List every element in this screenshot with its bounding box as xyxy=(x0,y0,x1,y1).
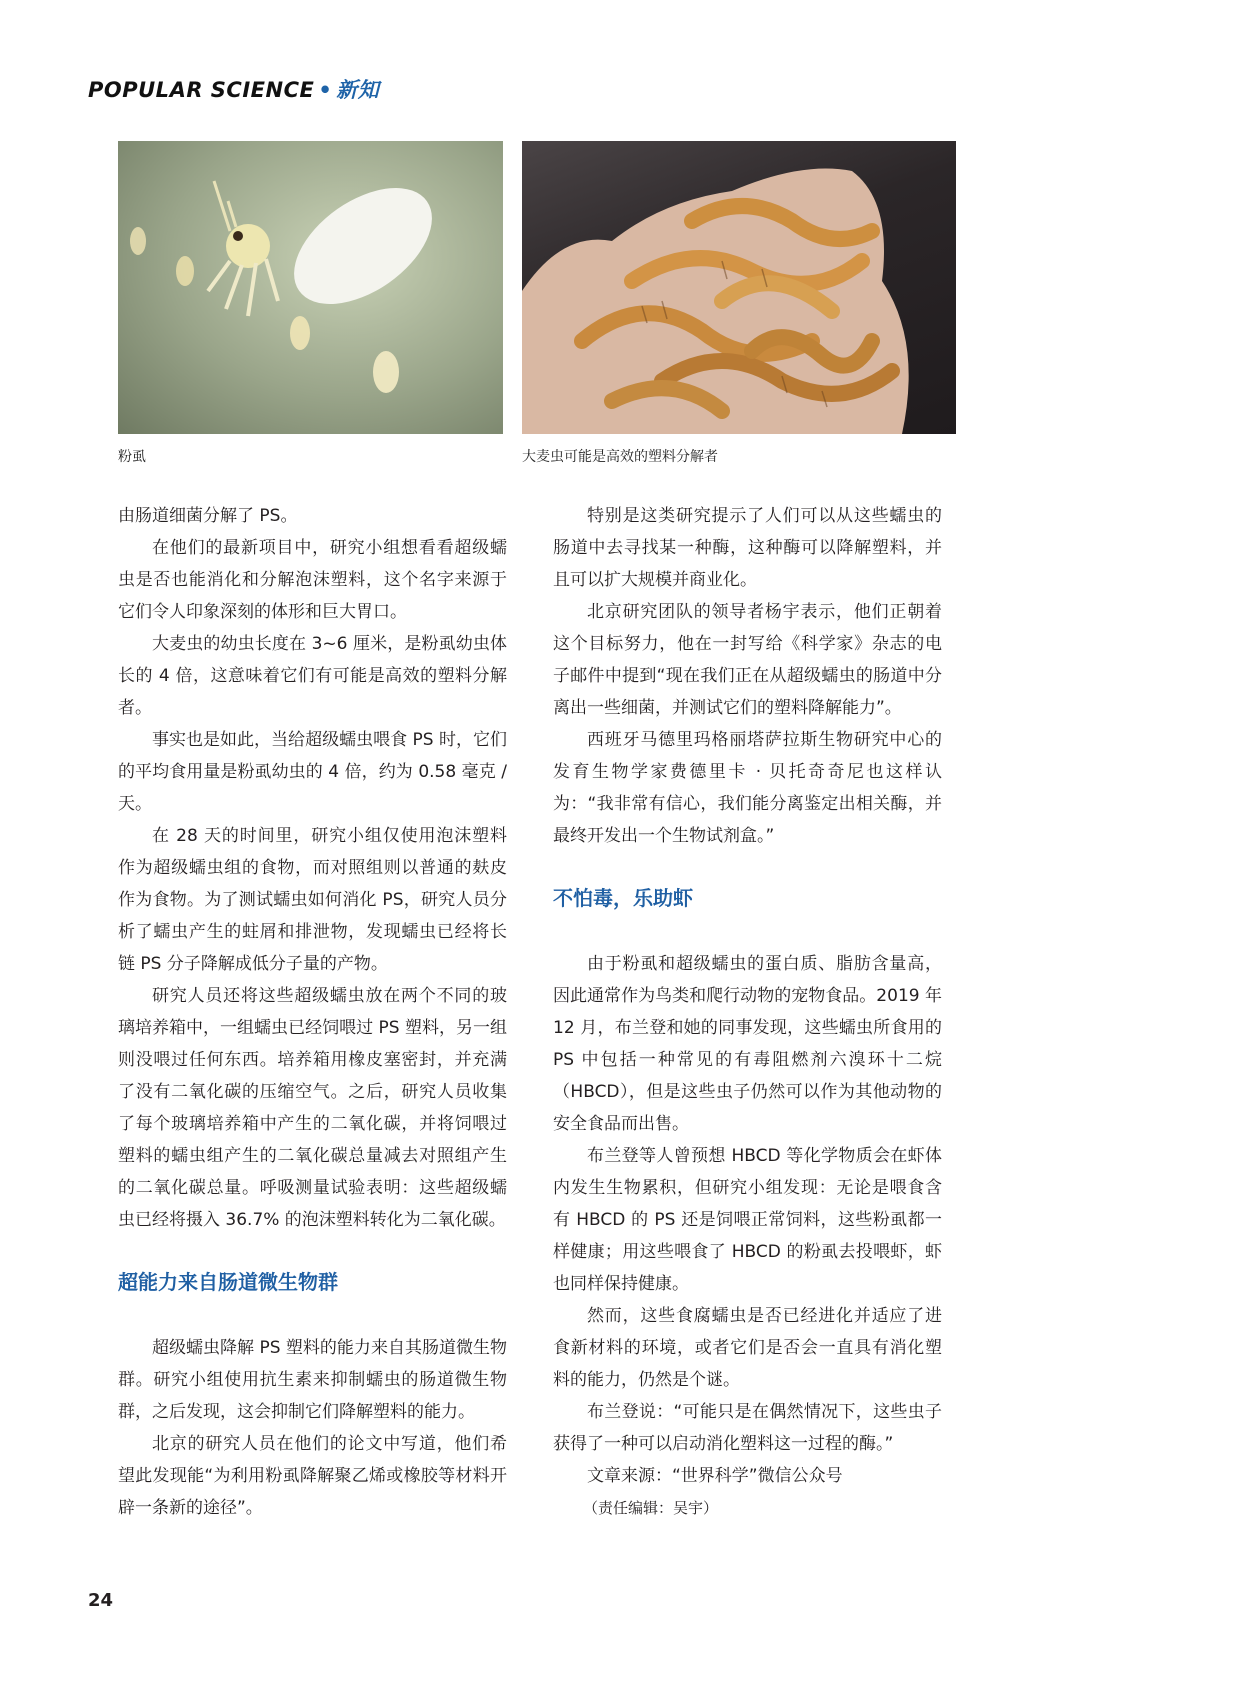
paragraph: 研究人员还将这些超级蠕虫放在两个不同的玻璃培养箱中，一组蠕虫已经饲喂过 PS 塑料，另一组则没喂过任何东西。培养箱用橡皮塞密封，并充满了没有二氧化碳的压缩空气。之后，研究人员收集了每个玻璃培养箱中产生的二氧化碳，并将饲喂过塑料的蠕虫组产生的二氧化碳总量减去对照组产生的二氧化碳总量。呼吸测量试验表明：这些超级蠕虫已经将摄入 36.7% 的泡沫塑料转化为二氧化碳。 xyxy=(118,986,507,1230)
right-column xyxy=(553,500,942,1524)
paragraph: 西班牙马德里玛格丽塔萨拉斯生物研究中心的发育生物学家费德里卡 · 贝托奇奇尼也这样认为：“我非常有信心，我们能分离鉴定出相关酶，并最终开发出一个生物试剂盒。” xyxy=(553,730,942,846)
page-number: 24 xyxy=(88,1590,114,1611)
header-separator: • xyxy=(318,78,333,102)
paragraph: 由肠道细菌分解了 PS。 xyxy=(118,506,298,526)
paragraph: 北京研究团队的领导者杨宇表示，他们正朝着这个目标努力，他在一封写给《科学家》杂志的电子邮件中提到“现在我们正在从超级蠕虫的肠道中分离出一些细菌，并测试它们的塑料降解能力”。 xyxy=(553,602,942,718)
paragraph: 大麦虫的幼虫长度在 3~6 厘米，是粉虱幼虫体长的 4 倍，这意味着它们有可能是高效的塑料分解者。 xyxy=(118,634,507,718)
photo-caption-superworms: 大麦虫可能是高效的塑料分解者 xyxy=(522,449,718,465)
responsible-editor: （责任编辑：吴宇） xyxy=(583,1499,719,1517)
paragraph: 然而，这些食腐蠕虫是否已经进化并适应了进食新材料的环境，或者它们是否会一直具有消化塑料的能力，仍然是个谜。 xyxy=(553,1306,942,1390)
paragraph: 特别是这类研究提示了人们可以从这些蠕虫的肠道中去寻找某一种酶，这种酶可以降解塑料，并且可以扩大规模并商业化。 xyxy=(553,506,942,590)
superworms-photo xyxy=(522,141,956,434)
section-name: 新知 xyxy=(336,78,380,102)
photo-caption-whitefly: 粉虱 xyxy=(118,449,146,465)
paragraph: 布兰登等人曾预想 HBCD 等化学物质会在虾体内发生生物累积，但研究小组发现：无论是喂食含有 HBCD 的 PS 还是饲喂正常饲料，这些粉虱都一样健康；用这些喂食了 HBCD 的粉虱去投喂虾，虾也同样保持健康。 xyxy=(553,1146,942,1294)
paragraph: 在他们的最新项目中，研究小组想看看超级蠕虫是否也能消化和分解泡沫塑料，这个名字来源于它们令人印象深刻的体形和巨大胃口。 xyxy=(118,538,507,622)
paragraph: 北京的研究人员在他们的论文中写道，他们希望此发现能“为利用粉虱降解聚乙烯或橡胶等材料开辟一条新的途径”。 xyxy=(118,1434,507,1518)
paragraph: 事实也是如此，当给超级蠕虫喂食 PS 时，它们的平均食用量是粉虱幼虫的 4 倍，约为 0.58 毫克 / 天。 xyxy=(118,730,507,814)
left-column xyxy=(118,500,507,1524)
paragraph: 由于粉虱和超级蠕虫的蛋白质、脂肪含量高，因此通常作为鸟类和爬行动物的宠物食品。2019 年 12 月，布兰登和她的同事发现，这些蠕虫所食用的 PS 中包括一种常见的有毒阻燃剂六溴环十二烷（HBCD），但是这些虫子仍然可以作为其他动物的安全食品而出售。 xyxy=(553,954,942,1134)
whitefly-photo xyxy=(118,141,503,434)
paragraph: 在 28 天的时间里，研究小组仅使用泡沫塑料作为超级蠕虫组的食物，而对照组则以普通的麸皮作为食物。为了测试蠕虫如何消化 PS，研究人员分析了蠕虫产生的蛀屑和排泄物，发现蠕虫已经将长链 PS 分子降解成低分子量的产物。 xyxy=(118,826,507,974)
article-source: 文章来源：“世界科学”微信公众号 xyxy=(587,1466,843,1486)
brand-name: POPULAR SCIENCE xyxy=(88,78,315,102)
magazine-header xyxy=(88,74,379,104)
section-heading: 不怕毒，乐助虾 xyxy=(553,886,693,910)
paragraph: 布兰登说：“可能只是在偶然情况下，这些虫子获得了一种可以启动消化塑料这一过程的酶。” xyxy=(553,1402,942,1454)
section-heading: 超能力来自肠道微生物群 xyxy=(118,1270,338,1294)
paragraph: 超级蠕虫降解 PS 塑料的能力来自其肠道微生物群。研究小组使用抗生素来抑制蠕虫的肠道微生物群，之后发现，这会抑制它们降解塑料的能力。 xyxy=(118,1338,507,1422)
